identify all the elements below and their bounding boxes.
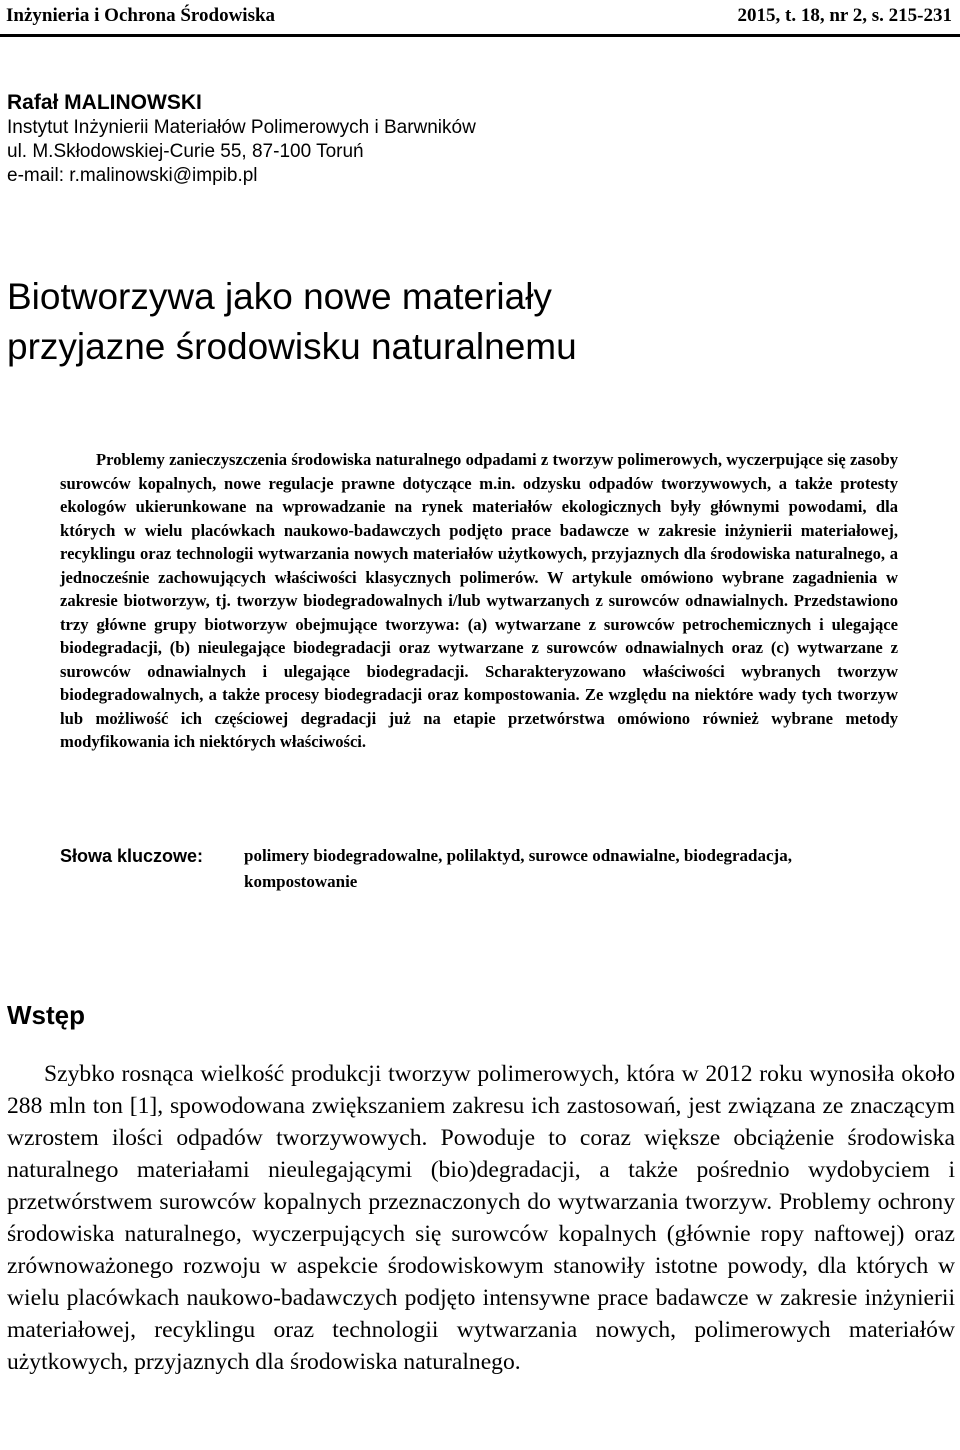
author-address: ul. M.Skłodowskiej-Curie 55, 87-100 Toruń <box>7 141 364 162</box>
body-text <box>7 1058 955 1378</box>
article-title-line-2: przyjazne środowisku naturalnemu <box>7 326 577 367</box>
article-title-line-1: Biotworzywa jako nowe materiały <box>7 276 552 317</box>
keywords-label: Słowa kluczowe: <box>60 846 204 866</box>
keywords-text: polimery biodegradowalne, polilaktyd, surowce odnawialne, biodegradacja, kompostowanie <box>244 846 792 891</box>
author-institute: Instytut Inżynierii Materiałów Polimerowych i Barwników <box>7 117 476 138</box>
abstract-text: Problemy zanieczyszczenia środowiska naturalnego odpadami z tworzyw polimerowych, wyczerpujące się zasoby surowców kopalnych, nowe regulacje prawne dotyczące m.in. odzysku odpadów tworzywowych, a także protesty ekologów ukierunkowane na wprowadzanie na rynek materiałów ekologicznych były głównymi powodami, dla których w wielu placówkach naukowo-badawczych podjęto prace badawcze w zakresie inżynierii materiałowej, recyklingu oraz technologii wytwarzania nowych materiałów użytkowych, przyjaznych dla środowiska naturalnego, a jednocześnie zachowujących właściwości klasycznych polimerów. W artykule omówiono wybrane zagadnienia w zakresie biotworzyw, tj. tworzyw biodegradowalnych i/lub wytwarzanych z surowców odnawialnych. Przedstawiono trzy główne grupy biotworzyw obejmujące tworzywa: (a) wytwarzane z surowców petrochemicznych i ulegające biodegradacji, (b) nieulegające biodegradacji oraz wytwarzane z surowców odnawialnych oraz (c) wytwarzane z surowców odnawialnych i ulegające biodegradacji. Scharakteryzowano właściwości wybranych tworzyw biodegradowalnych, a także procesy biodegradacji oraz kompostowania. Ze względu na niektóre wady tych tworzyw lub możliwość ich częściowej degradacji już na etapie przetwórstwa omówiono również wybrane metody modyfikowania ich niektórych właściwości. <box>60 450 898 751</box>
section-heading: Wstęp <box>7 1000 85 1030</box>
author-email: e-mail: r.malinowski@impib.pl <box>7 165 258 186</box>
author-name: Rafał MALINOWSKI <box>7 91 202 114</box>
journal-header <box>0 0 960 37</box>
article-title <box>7 272 907 372</box>
intro-paragraph: Szybko rosnąca wielkość produkcji tworzyw polimerowych, która w 2012 roku wynosiła około 288 mln ton [1], spowodowana zwiększaniem zakresu ich zastosowań, jest związana ze znaczącym wzrostem ilości odpadów tworzywowych. Powoduje to coraz większe obciążenie środowiska naturalnego materiałami nieulegającymi (bio)degradacji, a także pośrednio wydobyciem i przetwórstwem surowców kopalnych przeznaczonych do wytwarzania tworzyw. Problemy ochrony środowiska naturalnego, wyczerpujących się surowców kopalnych (głównie ropy naftowej) oraz zrównoważonego rozwoju w aspekcie środowiskowym stanowiły istotne powody, dla których w wielu placówkach naukowo-badawczych podjęto intensywne prace badawcze w zakresie inżynierii materiałowej, recyklingu oraz technologii wytwarzania nowych, polimerowych materiałów użytkowych, przyjaznych dla środowiska naturalnego. <box>7 1061 955 1375</box>
journal-name: Inżynieria i Ochrona Środowiska <box>6 5 276 26</box>
abstract <box>60 448 898 754</box>
author-block <box>7 90 476 188</box>
journal-reference: 2015, t. 18, nr 2, s. 215-231 <box>737 5 952 26</box>
